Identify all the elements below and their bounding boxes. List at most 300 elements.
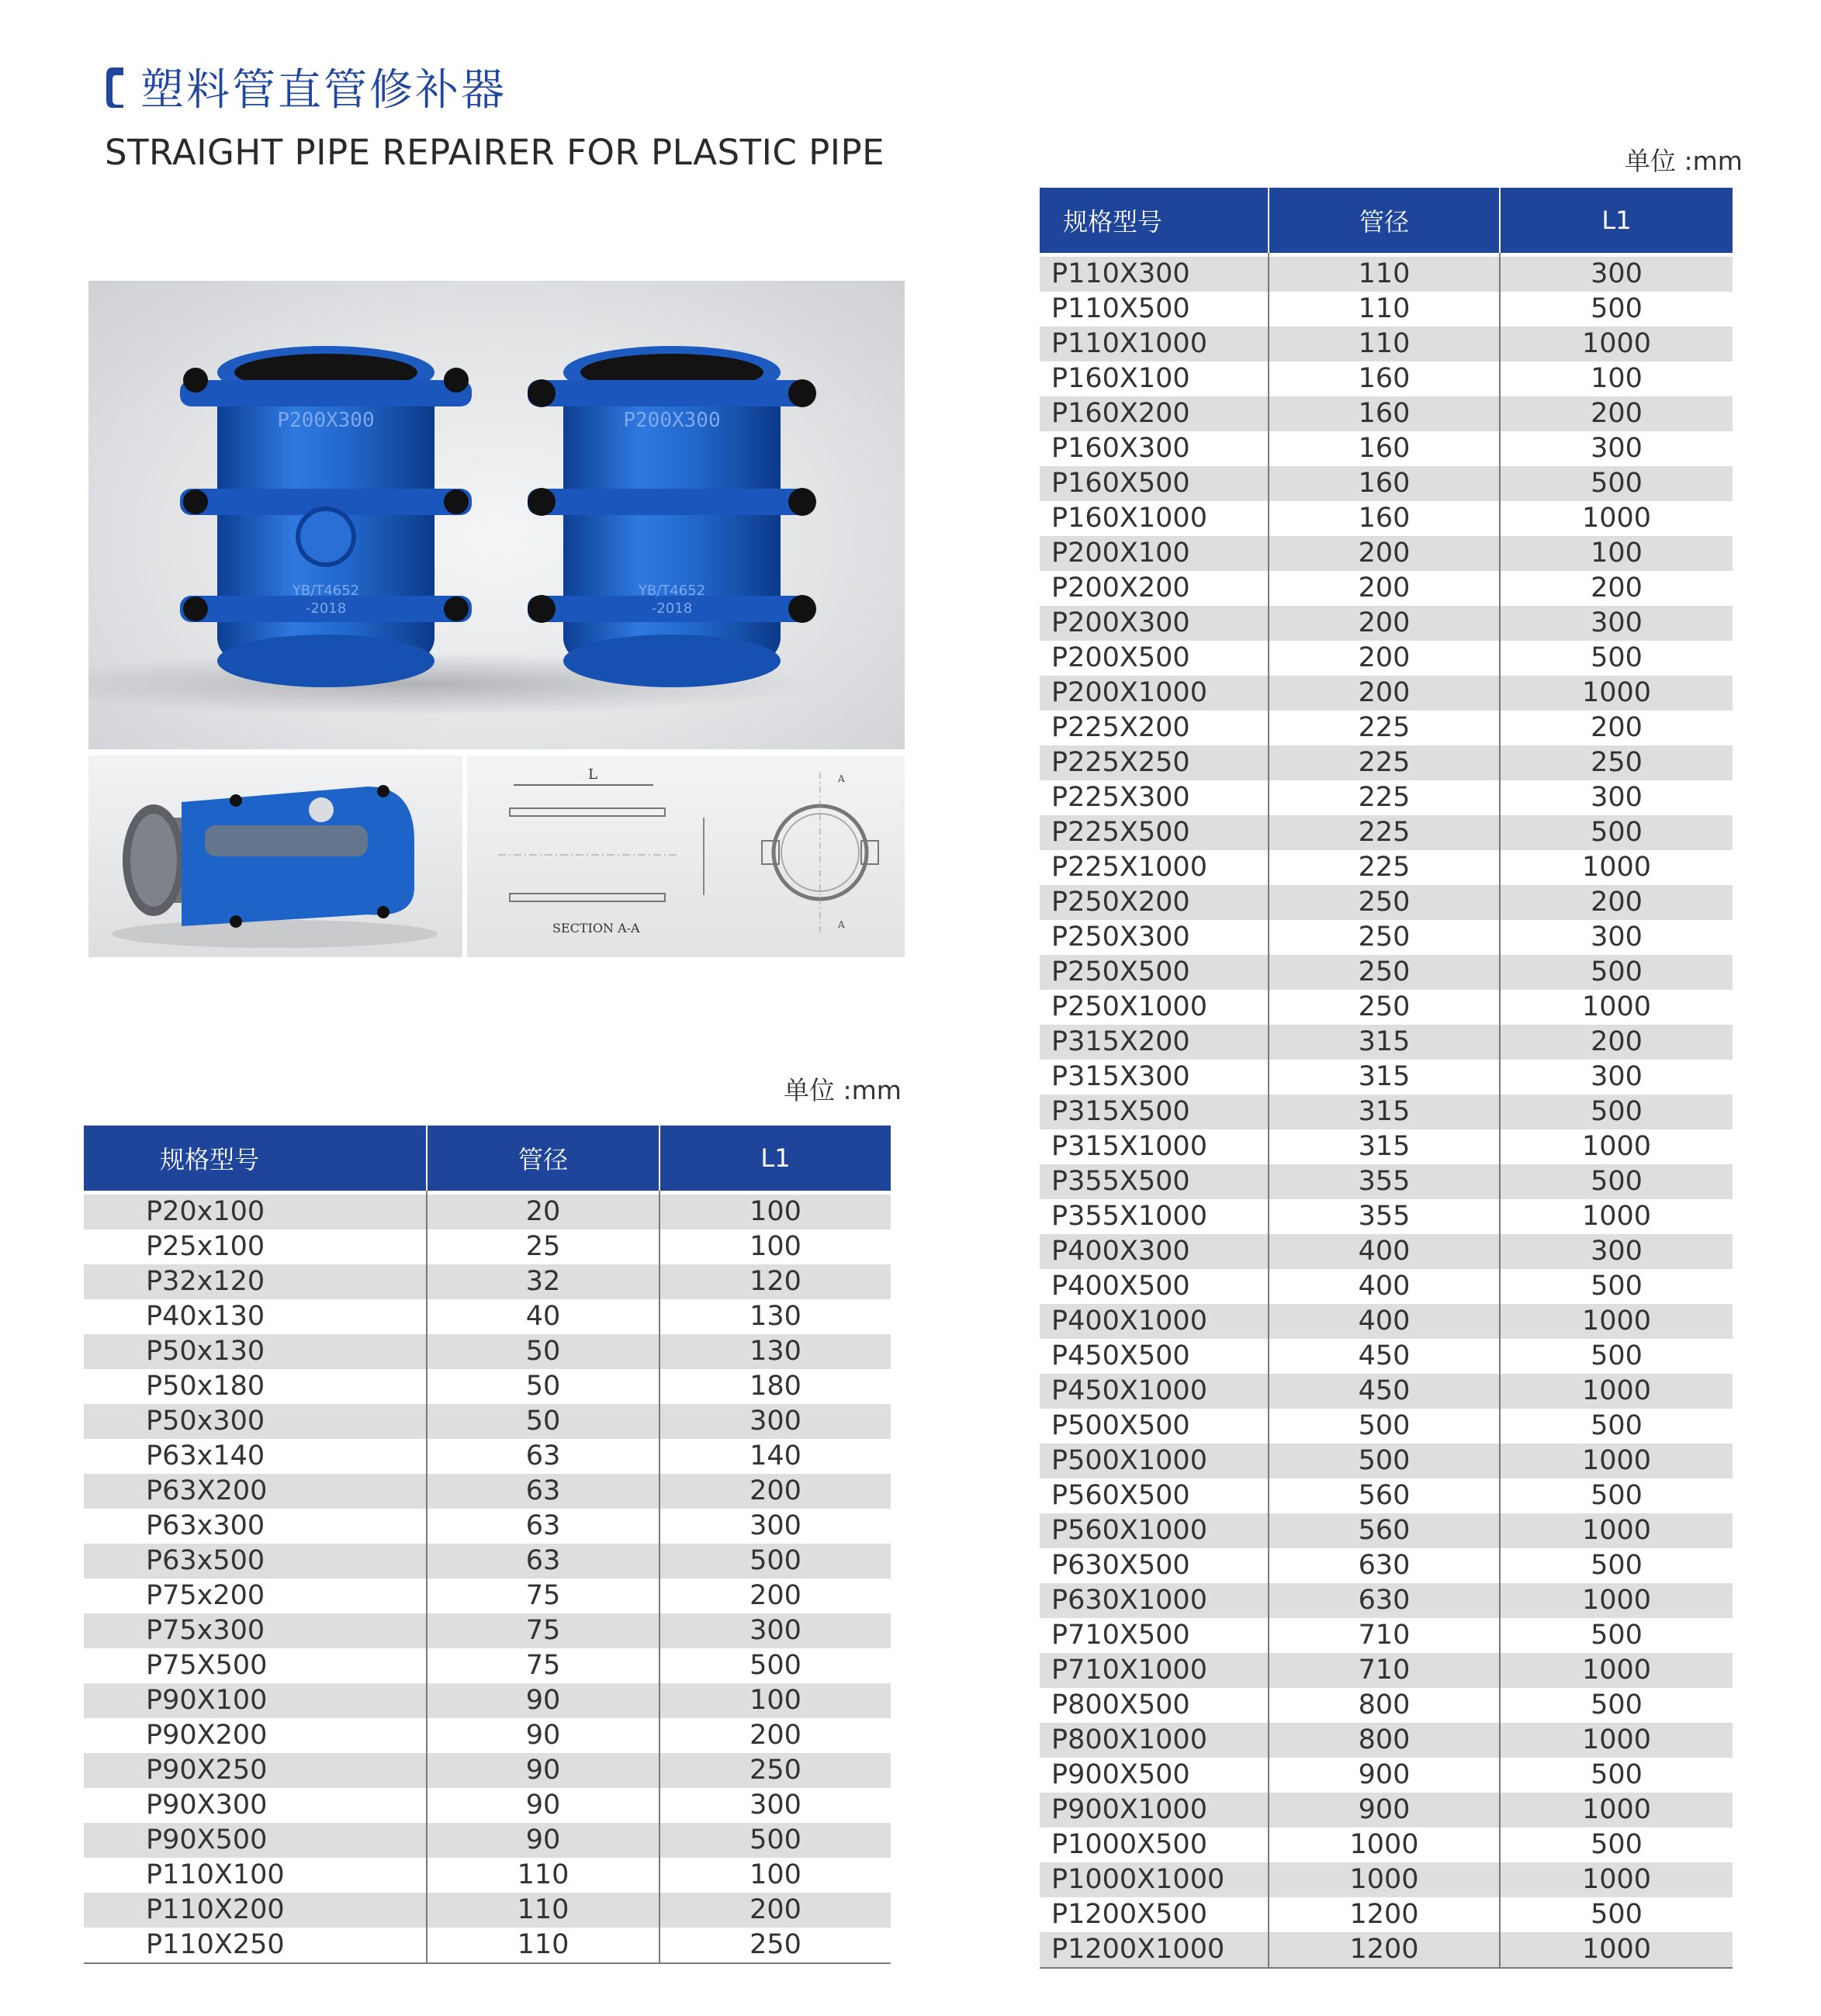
l1-cell: 1000 xyxy=(1581,1201,1652,1232)
diameter-cell: 160 xyxy=(1269,396,1500,431)
model-cell: P200X500 xyxy=(1040,641,1269,676)
l1-cell: 1000 xyxy=(1500,1513,1733,1548)
table-row xyxy=(84,1229,891,1264)
l1-cell: 1000 xyxy=(1581,852,1652,883)
model-cell: P1000X500 xyxy=(1040,1828,1269,1862)
diameter-cell: 250 xyxy=(1269,920,1500,955)
l1-cell: 200 xyxy=(660,1474,891,1509)
table-row xyxy=(1040,1269,1733,1304)
l1-cell: 140 xyxy=(750,1440,801,1471)
table-row xyxy=(1040,676,1733,711)
diameter-cell: 560 xyxy=(1269,1513,1500,1548)
diameter-cell: 225 xyxy=(1269,711,1500,745)
diameter-cell: 250 xyxy=(1269,955,1500,990)
l1-cell: 1000 xyxy=(1500,1862,1733,1897)
l1-cell: 500 xyxy=(1591,1410,1643,1441)
diameter-cell: 560 xyxy=(1269,1478,1500,1513)
model-cell: P63X200 xyxy=(84,1474,427,1509)
model-cell: P250X500 xyxy=(1040,955,1269,990)
l1-cell: 100 xyxy=(1500,536,1733,571)
model-cell: P90X300 xyxy=(84,1788,427,1823)
l1-cell: 500 xyxy=(1591,1340,1643,1371)
table-row xyxy=(84,1544,891,1579)
spec-table-right xyxy=(1040,188,1733,1969)
model-cell: P63x300 xyxy=(84,1509,427,1544)
model-cell: P200X200 xyxy=(1040,571,1269,606)
l1-cell: 200 xyxy=(1500,396,1733,431)
diameter-cell: 225 xyxy=(1269,815,1500,850)
l1-cell: 500 xyxy=(1591,293,1643,324)
diameter-cell: 110 xyxy=(1269,257,1500,292)
diameter-cell: 63 xyxy=(427,1439,660,1474)
model-cell: P250X300 xyxy=(1040,920,1269,955)
model-cell: P63x140 xyxy=(84,1439,427,1474)
diameter-cell: 355 xyxy=(1269,1199,1500,1234)
table-row xyxy=(1040,1094,1733,1129)
l1-cell: 1000 xyxy=(1500,1723,1733,1758)
model-cell: P630X1000 xyxy=(1040,1583,1269,1618)
table-row xyxy=(1040,1758,1733,1793)
table-row xyxy=(1040,955,1733,990)
l1-cell: 200 xyxy=(750,1720,801,1751)
l1-cell: 500 xyxy=(1500,466,1733,501)
l1-cell: 120 xyxy=(660,1264,891,1299)
l1-cell: 300 xyxy=(660,1613,891,1648)
product-year-right: -2018 xyxy=(651,600,693,617)
diameter-cell: 63 xyxy=(427,1474,660,1509)
model-cell: P225X1000 xyxy=(1040,850,1269,885)
table-row xyxy=(1040,1897,1733,1932)
model-cell: P225X250 xyxy=(1040,745,1269,780)
model-cell: P400X300 xyxy=(1040,1234,1269,1269)
table-row xyxy=(1040,1723,1733,1758)
table-row xyxy=(1040,1653,1733,1688)
l1-cell: 500 xyxy=(660,1544,891,1579)
table-row xyxy=(1040,641,1733,676)
diameter-cell: 315 xyxy=(1269,1060,1500,1094)
model-cell: P110X500 xyxy=(1040,292,1269,327)
l1-cell: 100 xyxy=(1591,363,1643,394)
table-row xyxy=(1040,990,1733,1025)
table-header-row xyxy=(84,1126,891,1191)
diameter-cell: 200 xyxy=(1269,536,1500,571)
diameter-cell: 1200 xyxy=(1269,1932,1500,1968)
installed-product-photo xyxy=(88,756,462,957)
table-row xyxy=(84,1928,891,1963)
repairer-left xyxy=(180,346,472,687)
l1-cell: 100 xyxy=(660,1683,891,1718)
model-cell: P250X200 xyxy=(1040,885,1269,920)
l1-cell: 500 xyxy=(1591,1689,1643,1720)
column-header-model: 规格型号 xyxy=(1040,188,1269,253)
model-cell: P500X500 xyxy=(1040,1409,1269,1444)
model-cell: P1200X500 xyxy=(1040,1897,1269,1932)
diameter-cell: 225 xyxy=(1269,745,1500,780)
diameter-cell: 250 xyxy=(1269,885,1500,920)
l1-cell: 180 xyxy=(750,1371,801,1402)
l1-cell: 1000 xyxy=(1581,991,1652,1022)
diameter-cell: 75 xyxy=(427,1613,660,1648)
model-cell: P200X1000 xyxy=(1040,676,1269,711)
table-row xyxy=(84,1753,891,1788)
installed-illustration xyxy=(88,756,462,957)
diameter-cell: 90 xyxy=(427,1823,660,1858)
l1-cell: 500 xyxy=(1500,1094,1733,1129)
l1-cell: 500 xyxy=(1591,642,1643,673)
table-row xyxy=(1040,780,1733,815)
l1-cell: 200 xyxy=(1591,712,1643,743)
l1-cell: 300 xyxy=(1591,922,1643,953)
table-row xyxy=(84,1718,891,1753)
table-row xyxy=(1040,1618,1733,1653)
model-cell: P315X300 xyxy=(1040,1060,1269,1094)
table-row xyxy=(84,1613,891,1648)
column-header-diameter: 管径 xyxy=(427,1126,660,1191)
unit-label-right: 单位 :mm xyxy=(1625,146,1743,176)
model-cell: P315X1000 xyxy=(1040,1129,1269,1164)
model-cell: P50x300 xyxy=(84,1404,427,1439)
diameter-cell: 500 xyxy=(1269,1409,1500,1444)
model-cell: P200X300 xyxy=(1040,606,1269,641)
l1-cell: 1000 xyxy=(1500,1653,1733,1688)
table-row xyxy=(1040,745,1733,780)
diameter-cell: 110 xyxy=(427,1858,660,1893)
model-cell: P75x200 xyxy=(84,1579,427,1613)
diameter-cell: 90 xyxy=(427,1788,660,1823)
diameter-cell: 225 xyxy=(1269,850,1500,885)
model-cell: P630X500 xyxy=(1040,1548,1269,1583)
l1-cell: 200 xyxy=(1591,572,1643,603)
spec-table-left xyxy=(84,1126,891,1964)
table-row xyxy=(1040,1688,1733,1723)
table-row xyxy=(84,1648,891,1683)
diameter-cell: 50 xyxy=(427,1334,660,1369)
table-row xyxy=(1040,1409,1733,1444)
diameter-cell: 20 xyxy=(427,1195,660,1229)
diameter-cell: 710 xyxy=(1269,1653,1500,1688)
title-marker-icon xyxy=(105,64,125,109)
table-row xyxy=(1040,1339,1733,1374)
product-illustration xyxy=(88,281,905,749)
l1-cell: 500 xyxy=(1591,1271,1643,1302)
diameter-cell: 1200 xyxy=(1269,1897,1500,1932)
table-row xyxy=(84,1195,891,1229)
table-row xyxy=(1040,1234,1733,1269)
model-cell: P450X500 xyxy=(1040,1339,1269,1374)
model-cell: P400X500 xyxy=(1040,1269,1269,1304)
product-standard-right: YB/T4652 xyxy=(638,583,706,599)
l1-cell: 200 xyxy=(1500,1025,1733,1060)
diameter-cell: 900 xyxy=(1269,1758,1500,1793)
l1-cell: 500 xyxy=(1500,815,1733,850)
model-cell: P90X500 xyxy=(84,1823,427,1858)
model-cell: P75x300 xyxy=(84,1613,427,1648)
diameter-cell: 800 xyxy=(1269,1723,1500,1758)
model-cell: P710X500 xyxy=(1040,1618,1269,1653)
table-row xyxy=(1040,431,1733,466)
table-row xyxy=(84,1264,891,1299)
drawing-illustration xyxy=(467,756,905,957)
diameter-cell: 110 xyxy=(1269,327,1500,361)
diameter-cell: 63 xyxy=(427,1509,660,1544)
diameter-cell: 90 xyxy=(427,1683,660,1718)
product-marking-left: P200X300 xyxy=(277,409,375,432)
model-cell: P225X500 xyxy=(1040,815,1269,850)
table-row xyxy=(84,1823,891,1858)
table-row xyxy=(84,1404,891,1439)
diameter-cell: 630 xyxy=(1269,1583,1500,1618)
table-row xyxy=(84,1893,891,1928)
table-row xyxy=(1040,1932,1733,1968)
diameter-cell: 32 xyxy=(427,1264,660,1299)
model-cell: P160X200 xyxy=(1040,396,1269,431)
product-marking-right: P200X300 xyxy=(623,409,721,432)
table-row xyxy=(1040,361,1733,396)
diameter-cell: 400 xyxy=(1269,1304,1500,1339)
table-row xyxy=(1040,1060,1733,1094)
l1-cell: 1000 xyxy=(1581,503,1652,534)
model-cell: P225X300 xyxy=(1040,780,1269,815)
diameter-cell: 160 xyxy=(1269,501,1500,536)
column-header-l1: L1 xyxy=(1500,188,1733,253)
l1-cell: 1000 xyxy=(1500,1793,1733,1828)
l1-cell: 1000 xyxy=(1500,1444,1733,1478)
l1-cell: 250 xyxy=(660,1753,891,1788)
drawing-side-label-top: A xyxy=(838,773,845,784)
diameter-cell: 450 xyxy=(1269,1339,1500,1374)
diameter-cell: 110 xyxy=(1269,292,1500,327)
technical-drawing xyxy=(467,756,905,957)
l1-cell: 500 xyxy=(1591,1620,1643,1651)
l1-cell: 300 xyxy=(1591,782,1643,813)
model-cell: P315X500 xyxy=(1040,1094,1269,1129)
table-row xyxy=(84,1788,891,1823)
page-subtitle: STRAIGHT PIPE REPAIRER FOR PLASTIC PIPE xyxy=(105,132,885,173)
diameter-cell: 50 xyxy=(427,1369,660,1404)
column-header-diameter: 管径 xyxy=(1269,188,1500,253)
model-cell: P50x180 xyxy=(84,1369,427,1404)
diameter-cell: 315 xyxy=(1269,1129,1500,1164)
l1-cell: 300 xyxy=(1500,606,1733,641)
l1-cell: 1000 xyxy=(1581,1131,1652,1162)
table-row xyxy=(84,1509,891,1544)
table-row xyxy=(1040,1129,1733,1164)
table-row xyxy=(84,1369,891,1404)
product-photo xyxy=(88,281,905,749)
l1-cell: 200 xyxy=(1500,885,1733,920)
l1-cell: 500 xyxy=(1591,1829,1643,1860)
diameter-cell: 250 xyxy=(1269,990,1500,1025)
table-row xyxy=(1040,571,1733,606)
table-row xyxy=(84,1439,891,1474)
model-cell: P40x130 xyxy=(84,1299,427,1334)
model-cell: P110X200 xyxy=(84,1893,427,1928)
diameter-cell: 160 xyxy=(1269,361,1500,396)
model-cell: P50x130 xyxy=(84,1334,427,1369)
diameter-cell: 355 xyxy=(1269,1164,1500,1199)
l1-cell: 300 xyxy=(750,1790,801,1821)
table-row xyxy=(1040,711,1733,745)
model-cell: P900X500 xyxy=(1040,1758,1269,1793)
model-cell: P400X1000 xyxy=(1040,1304,1269,1339)
l1-cell: 500 xyxy=(1500,955,1733,990)
l1-cell: 300 xyxy=(1591,433,1643,464)
diameter-cell: 75 xyxy=(427,1648,660,1683)
diameter-cell: 75 xyxy=(427,1579,660,1613)
model-cell: P63x500 xyxy=(84,1544,427,1579)
table-row xyxy=(1040,850,1733,885)
table-row xyxy=(1040,1444,1733,1478)
model-cell: P75X500 xyxy=(84,1648,427,1683)
model-cell: P1200X1000 xyxy=(1040,1932,1269,1968)
l1-cell: 300 xyxy=(1500,257,1733,292)
table-row xyxy=(1040,606,1733,641)
diameter-cell: 900 xyxy=(1269,1793,1500,1828)
model-cell: P90X250 xyxy=(84,1753,427,1788)
table-row xyxy=(1040,1164,1733,1199)
l1-cell: 500 xyxy=(750,1650,801,1681)
model-cell: P110X1000 xyxy=(1040,327,1269,361)
table-row xyxy=(1040,327,1733,361)
diameter-cell: 500 xyxy=(1269,1444,1500,1478)
table-row xyxy=(84,1683,891,1718)
table-row xyxy=(84,1334,891,1369)
diameter-cell: 50 xyxy=(427,1404,660,1439)
drawing-dimension-label: L xyxy=(588,766,597,783)
product-year-left: -2018 xyxy=(305,600,347,617)
table-row xyxy=(1040,1548,1733,1583)
table-row xyxy=(1040,1025,1733,1060)
model-cell: P560X500 xyxy=(1040,1478,1269,1513)
table-row xyxy=(1040,1513,1733,1548)
table-row xyxy=(84,1579,891,1613)
l1-cell: 1000 xyxy=(1500,1304,1733,1339)
l1-cell: 1000 xyxy=(1500,1583,1733,1618)
l1-cell: 300 xyxy=(1500,1234,1733,1269)
diameter-cell: 200 xyxy=(1269,571,1500,606)
model-cell: P800X500 xyxy=(1040,1688,1269,1723)
l1-cell: 250 xyxy=(1500,745,1733,780)
diameter-cell: 110 xyxy=(427,1893,660,1928)
model-cell: P355X1000 xyxy=(1040,1199,1269,1234)
diameter-cell: 400 xyxy=(1269,1269,1500,1304)
l1-cell: 300 xyxy=(660,1404,891,1439)
table-row xyxy=(1040,466,1733,501)
model-cell: P110X300 xyxy=(1040,257,1269,292)
model-cell: P355X500 xyxy=(1040,1164,1269,1199)
model-cell: P315X200 xyxy=(1040,1025,1269,1060)
table-row xyxy=(1040,1374,1733,1409)
l1-cell: 200 xyxy=(750,1580,801,1611)
diameter-cell: 160 xyxy=(1269,466,1500,501)
l1-cell: 100 xyxy=(660,1195,891,1229)
column-header-model: 规格型号 xyxy=(84,1126,427,1191)
model-cell: P110X250 xyxy=(84,1928,427,1963)
model-cell: P90X200 xyxy=(84,1718,427,1753)
l1-cell: 1000 xyxy=(1500,1374,1733,1409)
table-row xyxy=(1040,1828,1733,1862)
table-row xyxy=(1040,920,1733,955)
diameter-cell: 110 xyxy=(427,1928,660,1963)
model-cell: P800X1000 xyxy=(1040,1723,1269,1758)
diameter-cell: 800 xyxy=(1269,1688,1500,1723)
l1-cell: 1000 xyxy=(1500,327,1733,361)
drawing-section-label: SECTION A-A xyxy=(552,921,640,935)
model-cell: P20x100 xyxy=(84,1195,427,1229)
model-cell: P160X1000 xyxy=(1040,501,1269,536)
l1-cell: 500 xyxy=(1500,1164,1733,1199)
table-row xyxy=(1040,501,1733,536)
diameter-cell: 400 xyxy=(1269,1234,1500,1269)
model-cell: P500X1000 xyxy=(1040,1444,1269,1478)
l1-cell: 500 xyxy=(1591,1759,1643,1790)
diameter-cell: 90 xyxy=(427,1753,660,1788)
l1-cell: 130 xyxy=(660,1334,891,1369)
diameter-cell: 710 xyxy=(1269,1618,1500,1653)
table-row xyxy=(1040,1199,1733,1234)
table-row xyxy=(1040,1583,1733,1618)
column-header-l1: L1 xyxy=(660,1126,891,1191)
model-cell: P900X1000 xyxy=(1040,1793,1269,1828)
diameter-cell: 25 xyxy=(427,1229,660,1264)
diameter-cell: 63 xyxy=(427,1544,660,1579)
diameter-cell: 200 xyxy=(1269,641,1500,676)
l1-cell: 300 xyxy=(750,1510,801,1541)
model-cell: P32x120 xyxy=(84,1264,427,1299)
model-cell: P225X200 xyxy=(1040,711,1269,745)
l1-cell: 100 xyxy=(750,1859,801,1890)
model-cell: P450X1000 xyxy=(1040,1374,1269,1409)
diameter-cell: 200 xyxy=(1269,676,1500,711)
table-row xyxy=(1040,257,1733,292)
l1-cell: 500 xyxy=(660,1823,891,1858)
diameter-cell: 1000 xyxy=(1269,1862,1500,1897)
l1-cell: 200 xyxy=(660,1893,891,1928)
diameter-cell: 1000 xyxy=(1269,1828,1500,1862)
drawing-side-label-bottom: A xyxy=(838,919,845,930)
table-row xyxy=(1040,1862,1733,1897)
l1-cell: 130 xyxy=(750,1301,801,1332)
table-row xyxy=(84,1299,891,1334)
diameter-cell: 315 xyxy=(1269,1094,1500,1129)
l1-cell: 300 xyxy=(1591,1061,1643,1092)
l1-cell: 500 xyxy=(1591,1480,1643,1511)
model-cell: P160X300 xyxy=(1040,431,1269,466)
model-cell: P710X1000 xyxy=(1040,1653,1269,1688)
unit-label-left: 单位 :mm xyxy=(784,1075,902,1105)
diameter-cell: 315 xyxy=(1269,1025,1500,1060)
table-row xyxy=(1040,815,1733,850)
diameter-cell: 40 xyxy=(427,1299,660,1334)
table-header-row xyxy=(1040,188,1733,253)
table-row xyxy=(1040,536,1733,571)
l1-cell: 500 xyxy=(1591,1550,1643,1581)
page-title: 塑料管直管修补器 xyxy=(140,65,507,116)
l1-cell: 100 xyxy=(750,1231,801,1262)
diameter-cell: 200 xyxy=(1269,606,1500,641)
diameter-cell: 90 xyxy=(427,1718,660,1753)
title-block xyxy=(105,56,885,173)
table-row xyxy=(1040,1793,1733,1828)
l1-cell: 1000 xyxy=(1500,1932,1733,1968)
diameter-cell: 630 xyxy=(1269,1548,1500,1583)
table-row xyxy=(1040,1478,1733,1513)
diameter-cell: 450 xyxy=(1269,1374,1500,1409)
repairer-right xyxy=(528,346,816,687)
model-cell: P160X100 xyxy=(1040,361,1269,396)
l1-cell: 250 xyxy=(660,1928,891,1963)
table-row xyxy=(1040,1304,1733,1339)
